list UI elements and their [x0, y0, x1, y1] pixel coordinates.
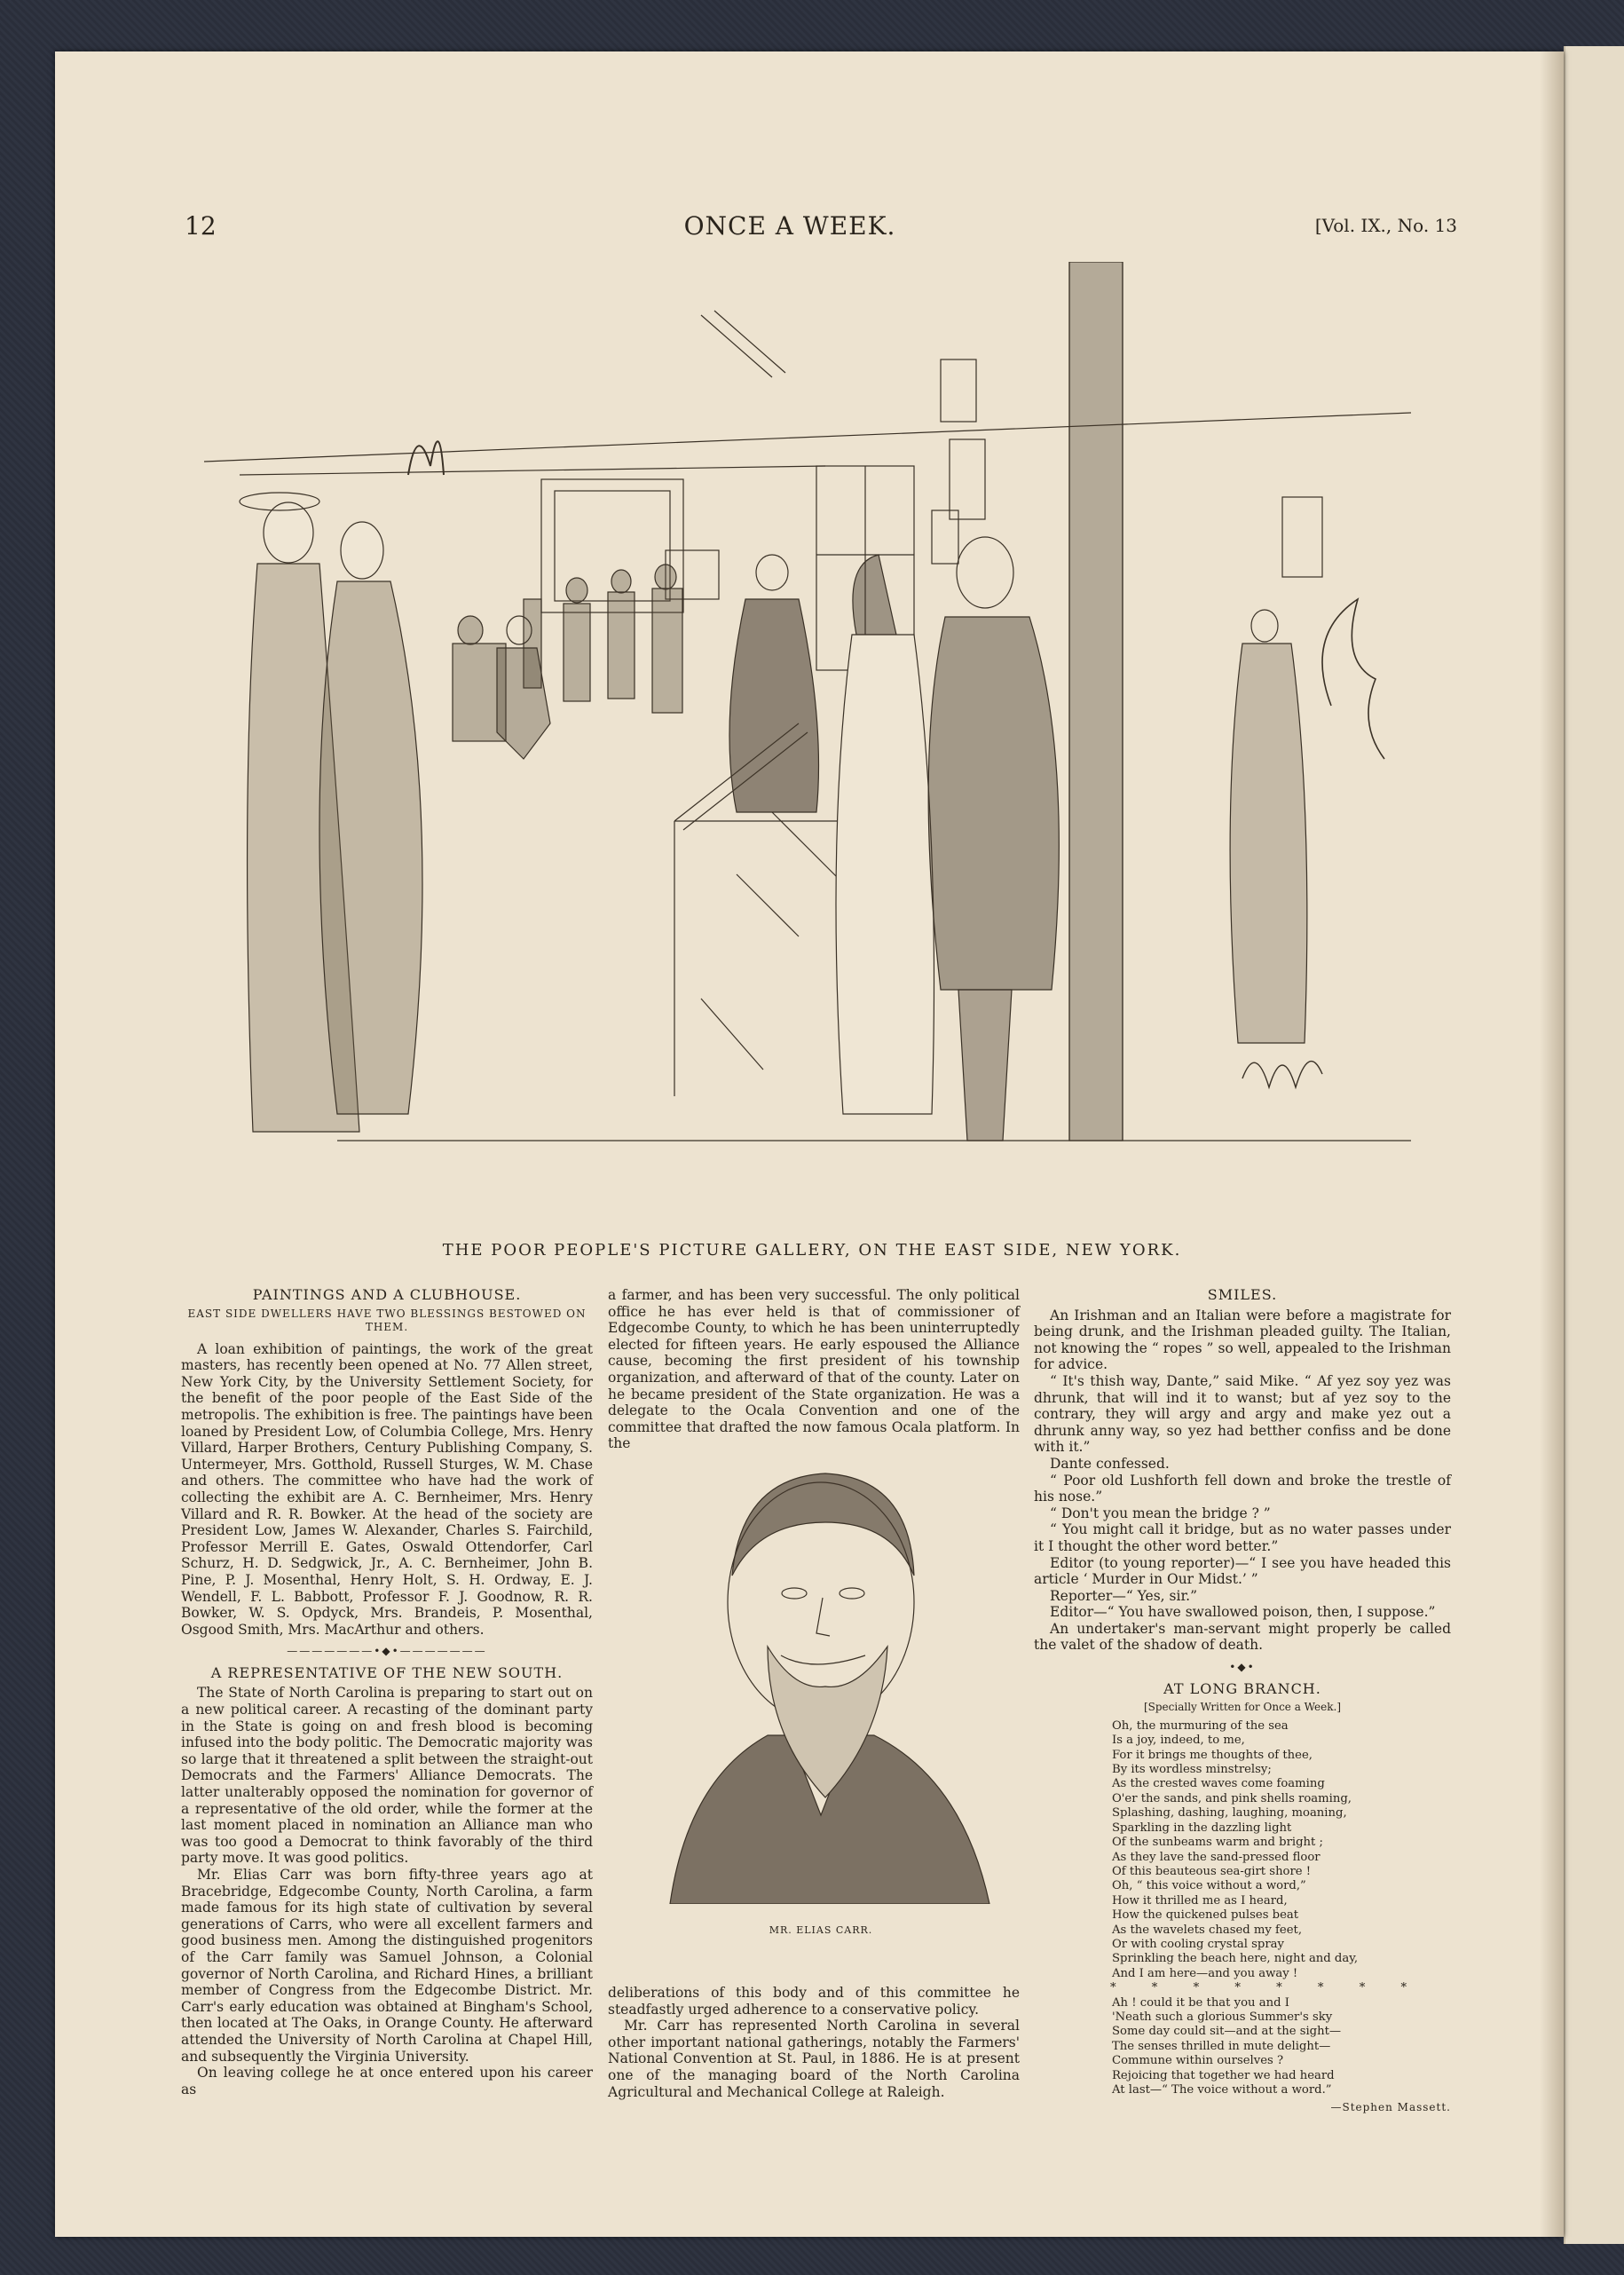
article-title-paintings: PAINTINGS AND A CLUBHOUSE. — [252, 1286, 522, 1303]
smiles-paragraph-9: Editor—“ You have swallowed poison, then, I suppose.” — [1050, 1604, 1436, 1621]
poem-line: As the crested waves come foaming — [1112, 1777, 1325, 1791]
smiles-paragraph-1: An Irishman and an Italian were before a magistrate for being drunk, and the Irishman pleaded guilty. The Italian, not knowing the “ ropes ” so well, appealed to the Irishman for advice. — [1034, 1307, 1451, 1373]
poem-subtitle: [Specially Written for Once a Week.] — [1143, 1701, 1342, 1714]
poem-line: Splashing, dashing, laughing, moaning, — [1112, 1806, 1347, 1821]
smiles-paragraph-2: “ It's thish way, Dante,” said Mike. “ Af yez soy yez was dhrunk, that will ind it to wanst; but af yez soy to the contrary, they will argy and argy and make yez out a dhrunk anny way, so yez had betther confiss and be done with it.” — [1034, 1372, 1451, 1456]
smiles-paragraph-7: Editor (to young reporter)—“ I see you have headed this article ‘ Murder in Our Midst.’ ” — [1034, 1554, 1451, 1588]
poem-line: As they lave the sand-pressed floor — [1112, 1850, 1320, 1864]
poem-line: By its wordless minstrelsy; — [1112, 1763, 1272, 1777]
smiles-paragraph-4: “ Poor old Lushforth fell down and broke the trestle of his nose.” — [1034, 1472, 1451, 1505]
section-divider: ———————•◆•——————— — [287, 1645, 487, 1658]
smiles-paragraph-3: Dante confessed. — [1050, 1455, 1170, 1472]
illustration-caption: THE POOR PEOPLE'S PICTURE GALLERY, ON THE EAST SIDE, NEW YORK. — [442, 1241, 1182, 1260]
poem-line: Or with cooling crystal spray — [1112, 1937, 1284, 1951]
new-south-paragraph-5: deliberations of this body and of this committee he steadfastly urged adherence to a conservative policy. — [608, 1985, 1020, 2018]
poem-line: As the wavelets chased my feet, — [1112, 1923, 1303, 1937]
volume-info: [Vol. IX., No. 13 — [1314, 215, 1457, 236]
poem-signature: —Stephen Massett. — [1330, 2101, 1451, 2114]
page-header — [124, 211, 1455, 247]
poem-divider: •◆• — [1229, 1661, 1256, 1674]
poem-line: Ah ! could it be that you and I — [1112, 1995, 1289, 2010]
gallery-illustration — [204, 262, 1411, 1238]
page-number: 12 — [185, 211, 217, 241]
smiles-paragraph-8: Reporter—“ Yes, sir.” — [1050, 1587, 1198, 1604]
smiles-title: SMILES. — [1207, 1286, 1278, 1303]
poem-line: Sprinkling the beach here, night and day, — [1112, 1952, 1359, 1966]
poem-line: For it brings me thoughts of thee, — [1112, 1748, 1313, 1762]
poem-line: Rejoicing that together we had heard — [1112, 2068, 1335, 2082]
smiles-paragraph-6: “ You might call it bridge, but as no water passes under it I thought the other word better.” — [1034, 1521, 1451, 1554]
article-body-paintings: A loan exhibition of paintings, the work of the great masters, has recently been opened at No. 77 Allen street, New York City, by the University Settlement Society, for the benefit of the poor people of the East Side of the metropolis. The exhibition is free. The paintings have been loaned by President Low, of Columbia College, Mrs. Henry Villard, Harper Brothers, Century Publishing Company, S. Untermeyer, Mrs. Gotthold, Russell Sturges, W. M. Chase and others. The committee who have had the work of collecting the exhibit are A. C. Bernheimer, Mrs. Henry Villard and R. R. Bowker. At the head of the society are President Low, James W. Alexander, Charles S. Fairchild, Professor Merrill E. Gates, Oswald Ottendorfer, Carl Schurz, H. D. Sedgwick, Jr., A. C. Bernheimer, John B. Pine, P. J. Mosenthal, Henry Holt, S. H. Ordway, E. J. Wendell, F. L. Babbott, Professor F. J. Goodnow, R. R. Bowker, W. S. Opdyck, Mrs. Brandeis, P. Mosenthal, Osgood Smith, Mrs. MacArthur and others. — [181, 1340, 593, 1638]
spine-shadow — [1540, 51, 1564, 2237]
poem-line: How the quickened pulses beat — [1112, 1908, 1299, 1923]
new-south-paragraph-2: Mr. Elias Carr was born fifty-three years ago at Bracebridge, Edgecombe County, North Carolina, a farm made famous for its high state of cultivation by several generations of Carrs, who were all excellent farmers and good business men. Among the distinguished progenitors of the Carr family was Samuel Johnson, a Colonial governor of North Carolina, and Richard Hines, a brilliant member of Congress from the Edgecombe District. Mr. Carr's early education was obtained at Bingham's School, then located at The Oaks, in Orange County. He afterward attended the University of North Carolina at Chapel Hill, and subsequently the Virginia University. — [181, 1867, 593, 2065]
poem-line: The senses thrilled in mute delight— — [1112, 2039, 1331, 2053]
poem-line: Oh, the murmuring of the sea — [1112, 1718, 1289, 1733]
poem-stars: * * * * * * * * — [1110, 1981, 1423, 1995]
new-south-paragraph-4: a farmer, and has been very successful. The only political office he has ever held is that of commissioner of Edgecombe County, to which he has been uninterruptedly elected for fifteen years. He early espoused the Alliance cause, becoming the first president of his township organization, and afterward of that of the county. Later on he became president of the State organization. He was a delegate to the Ocala Convention and one of the committee that drafted the now famous Ocala platform. In the — [608, 1287, 1020, 1452]
column-2-bottom — [608, 1985, 1020, 2100]
poem-body — [1112, 1719, 1451, 2098]
poem-line: At last—“ The voice without a word.” — [1112, 2083, 1332, 2097]
poem-title: AT LONG BRANCH. — [1163, 1679, 1321, 1697]
gallery-engraving — [204, 262, 1411, 1238]
column-2 — [608, 1287, 1020, 1452]
new-south-paragraph-6: Mr. Carr has represented North Carolina in several other important national gatherings, notably the Farmers' National Convention at St. Paul, in 1886. He is at present one of the managing board of the North Carolina Agricultural and Mechanical College at Raleigh. — [608, 2018, 1020, 2100]
poem-line: Oh, “ this voice without a word,” — [1112, 1879, 1306, 1893]
facing-page-edge — [1564, 46, 1624, 2244]
poem-line: Sparkling in the dazzling light — [1112, 1821, 1292, 1835]
column-1 — [181, 1287, 593, 2097]
masthead: ONCE A WEEK. — [683, 211, 896, 241]
portrait-elias-carr — [635, 1442, 1007, 1904]
poem-line: And I am here—and you away ! — [1112, 1966, 1298, 1980]
poem-line: Is a joy, indeed, to me, — [1112, 1734, 1245, 1748]
poem-line: Of the sunbeams warm and bright ; — [1112, 1836, 1323, 1850]
poem-line: O'er the sands, and pink shells roaming, — [1112, 1791, 1352, 1805]
article-subtitle-paintings: EAST SIDE DWELLERS HAVE TWO BLESSINGS BESTOWED ON THEM. — [187, 1307, 587, 1333]
poem-line: Commune within ourselves ? — [1112, 2054, 1284, 2068]
article-title-new-south: A REPRESENTATIVE OF THE NEW SOUTH. — [210, 1663, 564, 1681]
poem-line: Some day could sit—and at the sight— — [1112, 2025, 1342, 2039]
smiles-paragraph-5: “ Don't you mean the bridge ? ” — [1050, 1505, 1271, 1521]
poem-line: How it thrilled me as I heard, — [1112, 1893, 1288, 1908]
poem-line: Of this beauteous sea-girt shore ! — [1112, 1864, 1312, 1878]
column-3 — [1034, 1287, 1451, 2116]
new-south-paragraph-1: The State of North Carolina is preparing to start out on a new political career. A recasting of the dominant party in the State is going on and fresh blood is becoming infused into the body politic. The Democratic majority was so large that it threatened a split between the straight-out Democrats and the Farmers' Alliance Democrats. The latter unalterably opposed the nomination for governor of a representative of the old order, while the former at the last moment placed in nomination an Alliance man who was too good a Democrat to think favorably of the third party move. It was good politics. — [181, 1685, 593, 1867]
poem-line: 'Neath such a glorious Summer's sky — [1112, 2010, 1333, 2024]
new-south-paragraph-3: On leaving college he at once entered upon his career as — [181, 2065, 593, 2097]
smiles-paragraph-10: An undertaker's man-servant might properly be called the valet of the shadow of death. — [1034, 1620, 1451, 1654]
portrait-caption: MR. ELIAS CARR. — [769, 1924, 873, 1936]
portrait-engraving — [635, 1442, 1007, 1904]
